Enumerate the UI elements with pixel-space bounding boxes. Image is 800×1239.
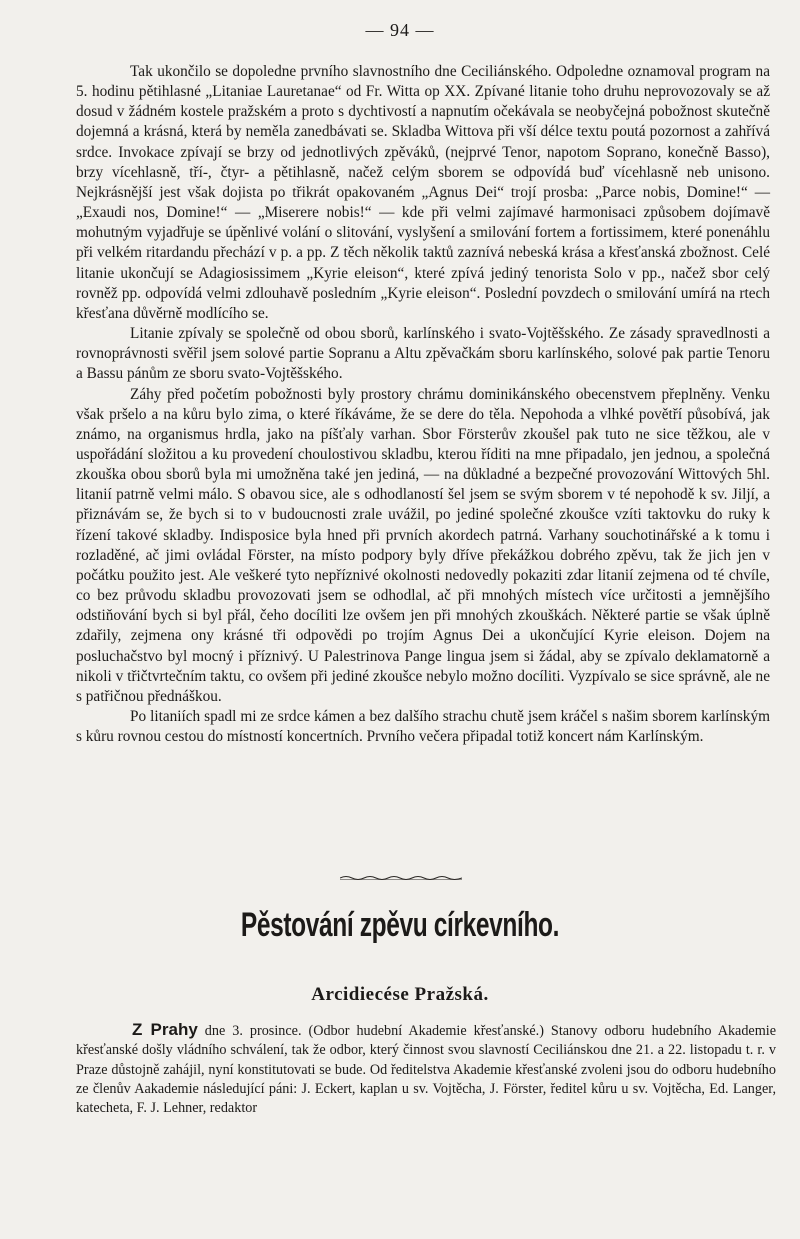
news-item bbox=[76, 1020, 776, 1118]
news-paragraph bbox=[76, 1020, 776, 1118]
news-place: Z Prahy bbox=[132, 1020, 198, 1039]
article-body bbox=[76, 62, 770, 747]
news-text: dne 3. prosince. (Odbor hudební Akademie křesťanské.) Stanovy odboru hudebního Akademie křesťanské došly vládního schválení, tak že odbor, který činnost svou slavností Ceciliánskou dne 21. a 22. listopadu t. r. v Praze důstojně zahájil, nyní konstitutovati se bude. Od ředitelstva Akademie křesťanské zvoleni jsou do odboru hudebního ze členův Aakademie následující páni: J. Eckert, kaplan u sv. Vojtěcha, J. Förster, ředitel kůru u sv. Vojtěcha, Ed. Langer, katecheta, F. J. Lehner, redaktor bbox=[76, 1023, 776, 1117]
paragraph-litanie-description: Tak ukončilo se dopoledne prvního slavnostního dne Ceciliánského. Odpoledne oznamoval program na 5. hodinu pětihlasné „Litaniae Lauretanae“ od Fr. Witta op XX. Zpívané litanie toho druhu neprovozovaly se až dosud v žádném kostele pražském a proto s dychtivostí a napnutím očekávala se neobyčejná pobožnost skutečně dojemná a krásná, která by neměla zanedbávati se. Skladba Wittova při vší délce textu poutá pozornost a zahřívá srdce. Invokace zpívají se brzy od jednotlivých zpěváků, (nejprvé Tenor, napotom Soprano, konečně Basso), brzy vícehlasně, tří-, čtyr- a pětihlasně, načež celým sborem se odpovídá buď vícehlasně neb unisono. Nejkrásnější jest však dojista po třikrát opakovaném „Agnus Dei“ trojí prosba: „Parce nobis, Domine!“ — „Exaudi nos, Domine!“ — „Miserere nobis!“ — kde při velmi zajímavé harmonisaci způsobem dojímavě mohutným vyjadřuje se úpěnlivé volání o slitování, vyslyšení a smilování fortem a fortissimem, které ponenáhlu při velkém ritardandu přechází v p. a pp. Z těch několik taktů zaznívá nebeská krása a křesťanská zbožnost. Celé litanie ukončují se Adagiosissimem „Kyrie eleison“, které zpívá jediný tenorista Solo v pp., načež sbor celý rovněž pp. odpovídá velmi zdlouhavě posledním „Kyrie eleison“. Poslední povzdech o smilování umírá na rtech křesťana důvěrně modlícího se. bbox=[76, 63, 770, 322]
section-title: Pěstování zpěvu církevního. bbox=[240, 906, 560, 944]
subsection-title: Arcidiecése Pražská. bbox=[311, 984, 489, 1005]
paragraph-choir-assignment: Litanie zpívaly se společně od obou sborů, karlínského i svato-Vojtěšského. Ze zásady spravedlnosti a rovnoprávnosti svěřil jsem solové partie Sopranu a Altu zpěvačkám sboru karlínského, solové pak partie Tenoru a Bassu pánům ze sboru svato-Vojtěšského. bbox=[76, 325, 770, 383]
ornamental-divider bbox=[340, 873, 462, 881]
paragraph-concert-transition: Po litaniích spadl mi ze srdce kámen a bez dalšího strachu chutě jsem kráčel s našim sborem karlínským s kůru rovnou cestou do místností koncertních. Prvního večera připadal totiž koncert nám Karlínským. bbox=[76, 708, 770, 746]
page-number: — 94 — bbox=[365, 20, 435, 40]
paragraph-performance-account: Záhy před početím pobožnosti byly prostory chrámu dominikánského obecenstvem přeplněny. Venku však pršelo a na kůru bylo zima, o které říkáváme, že se dere do těla. Nepohoda a vlhké povětří působívá, jak známo, na organismus hrdla, jako na píšťaly varhan. Sbor Försterův zkoušel pak tuto ne sice těžkou, ale v uspořádání složitou a ku provedení choulostivou skladbu, kterou říditi na mne připadalo, jen jednou, a společná zkouška obou sborů byla mi umožněna také jen jediná, — na důkladné a bezpečné provozování Wittových 5hl. litanií patrně velmi málo. S obavou sice, ale s odhodlaností šel jsem se svým sborem v té nepohodě k sv. Jiljí, a přiznávám se, že bych si to v budoucnosti zrale uvážil, po jediné společné zkoušce vzíti taktovku do ruky k řízení takové skladby. Indisposice byla hned při prvních akordech patrná. Varhany souchotinářské a k tomu i rozladěné, ač jimi ovládal Förster, na místo podpory byly dříve překážkou dobrého zpěvu, tak že jich jen v počátku použito jest. Ale veškeré tyto nepříznivé okolnosti nedovedly pokaziti zdar litanií zejmena od té chvíle, co bez průvodu skladbu provozovati jsem se odhodlal, ač při mnohých místech více určitosti a jemnějšího odstiňování bych si byl přál, čeho docíliti lze ovšem jen při mnohých zkouškách. Některé partie se však úplně zdařily, zejmena ony krásné tři odpovědi po trojím Agnus Dei a ukončující Kyrie eleison. Dojem na posluchačstvo byl mocný i příznivý. U Palestrinova Pange lingua jsem si žádal, aby se zpívalo deklamatorně a nikoli v třičtvrtečním taktu, co ovšem při jediné zkoušce nebylo možno docíliti. Vyzpívalo se sice správně, ale ne s patřičnou přednáškou. bbox=[76, 385, 770, 705]
